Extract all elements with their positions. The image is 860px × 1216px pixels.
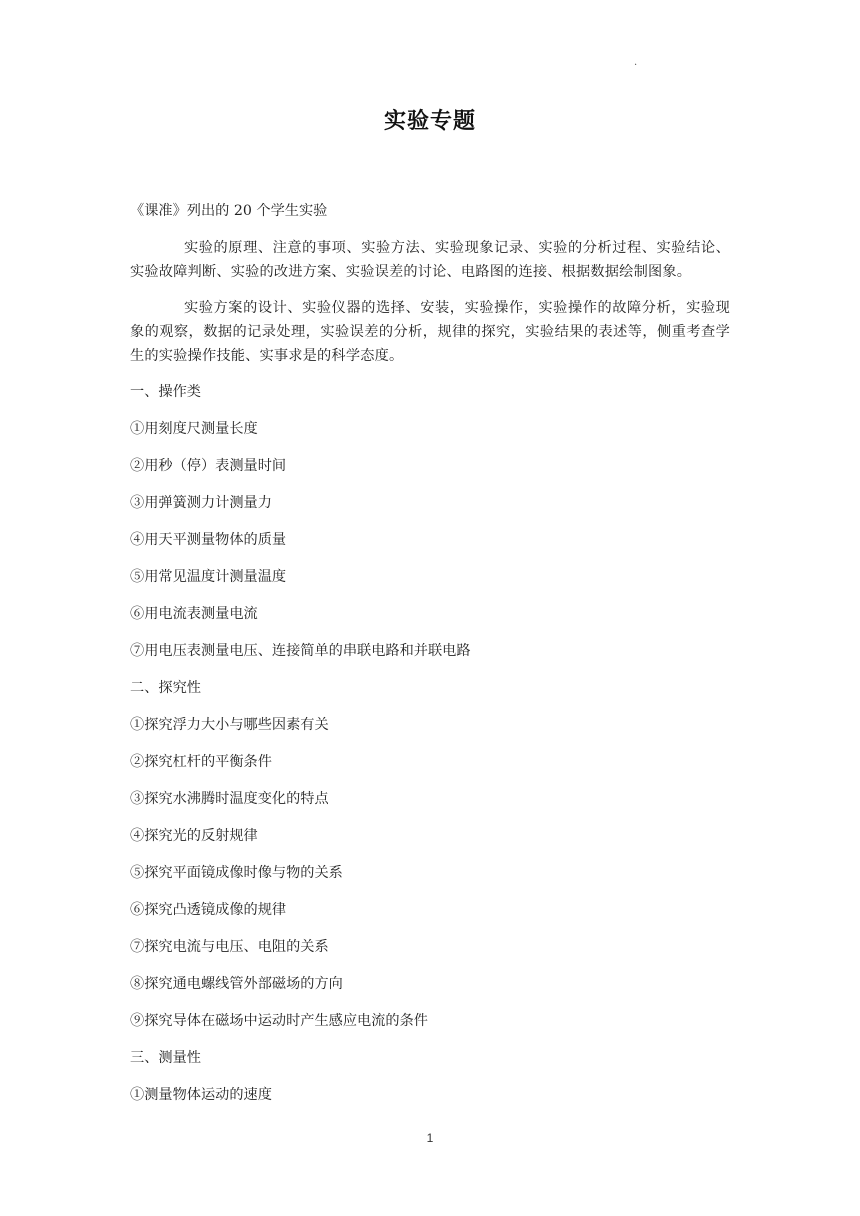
- page-number: 1: [426, 1131, 434, 1145]
- list-item: ①测量物体运动的速度: [130, 1087, 272, 1103]
- document-body: [130, 199, 730, 1120]
- list-item: ①探究浮力大小与哪些因素有关: [130, 717, 329, 733]
- document-title: 实验专题: [383, 108, 476, 133]
- list-item: ⑤用常见温度计测量温度: [130, 569, 287, 585]
- list-item: ⑦探究电流与电压、电阻的关系: [130, 939, 329, 955]
- list-item: ⑤探究平面镜成像时像与物的关系: [130, 865, 343, 881]
- paragraph: 实验方案的设计、实验仪器的选择、安装，实验操作，实验操作的故障分析，实验现象的观察，数据的记录处理，实验误差的分析，规律的探究，实验结果的表述等，侧重考查学生的实验操作技能、实事求是的科学态度。: [130, 300, 730, 364]
- list-item: ⑦用电压表测量电压、连接简单的串联电路和并联电路: [130, 643, 471, 659]
- list-item: ⑥探究凸透镜成像的规律: [130, 902, 287, 918]
- section-heading-inquiry: 二、探究性: [130, 680, 201, 696]
- list-item: ①用刻度尺测量长度: [130, 421, 258, 437]
- list-item: ③用弹簧测力计测量力: [130, 495, 272, 511]
- intro-line: 《课准》列出的 20 个学生实验: [130, 203, 328, 219]
- list-item: ③探究水沸腾时温度变化的特点: [130, 791, 329, 807]
- list-item: ⑧探究通电螺线管外部磁场的方向: [130, 976, 343, 992]
- list-item: ④用天平测量物体的质量: [130, 532, 287, 548]
- paragraph: 实验的原理、注意的事项、实验方法、实验现象记录、实验的分析过程、实验结论、实验故障判断、实验的改进方案、实验误差的讨论、电路图的连接、根据数据绘制图象。: [130, 240, 730, 280]
- section-heading-operation: 一、操作类: [130, 384, 201, 400]
- list-item: ⑨探究导体在磁场中运动时产生感应电流的条件: [130, 1013, 428, 1029]
- header-mark: .: [634, 57, 638, 68]
- section-heading-measurement: 三、测量性: [130, 1050, 201, 1066]
- list-item: ④探究光的反射规律: [130, 828, 258, 844]
- list-item: ⑥用电流表测量电流: [130, 606, 258, 622]
- list-item: ②探究杠杆的平衡条件: [130, 754, 272, 770]
- list-item: ②用秒（停）表测量时间: [130, 458, 287, 474]
